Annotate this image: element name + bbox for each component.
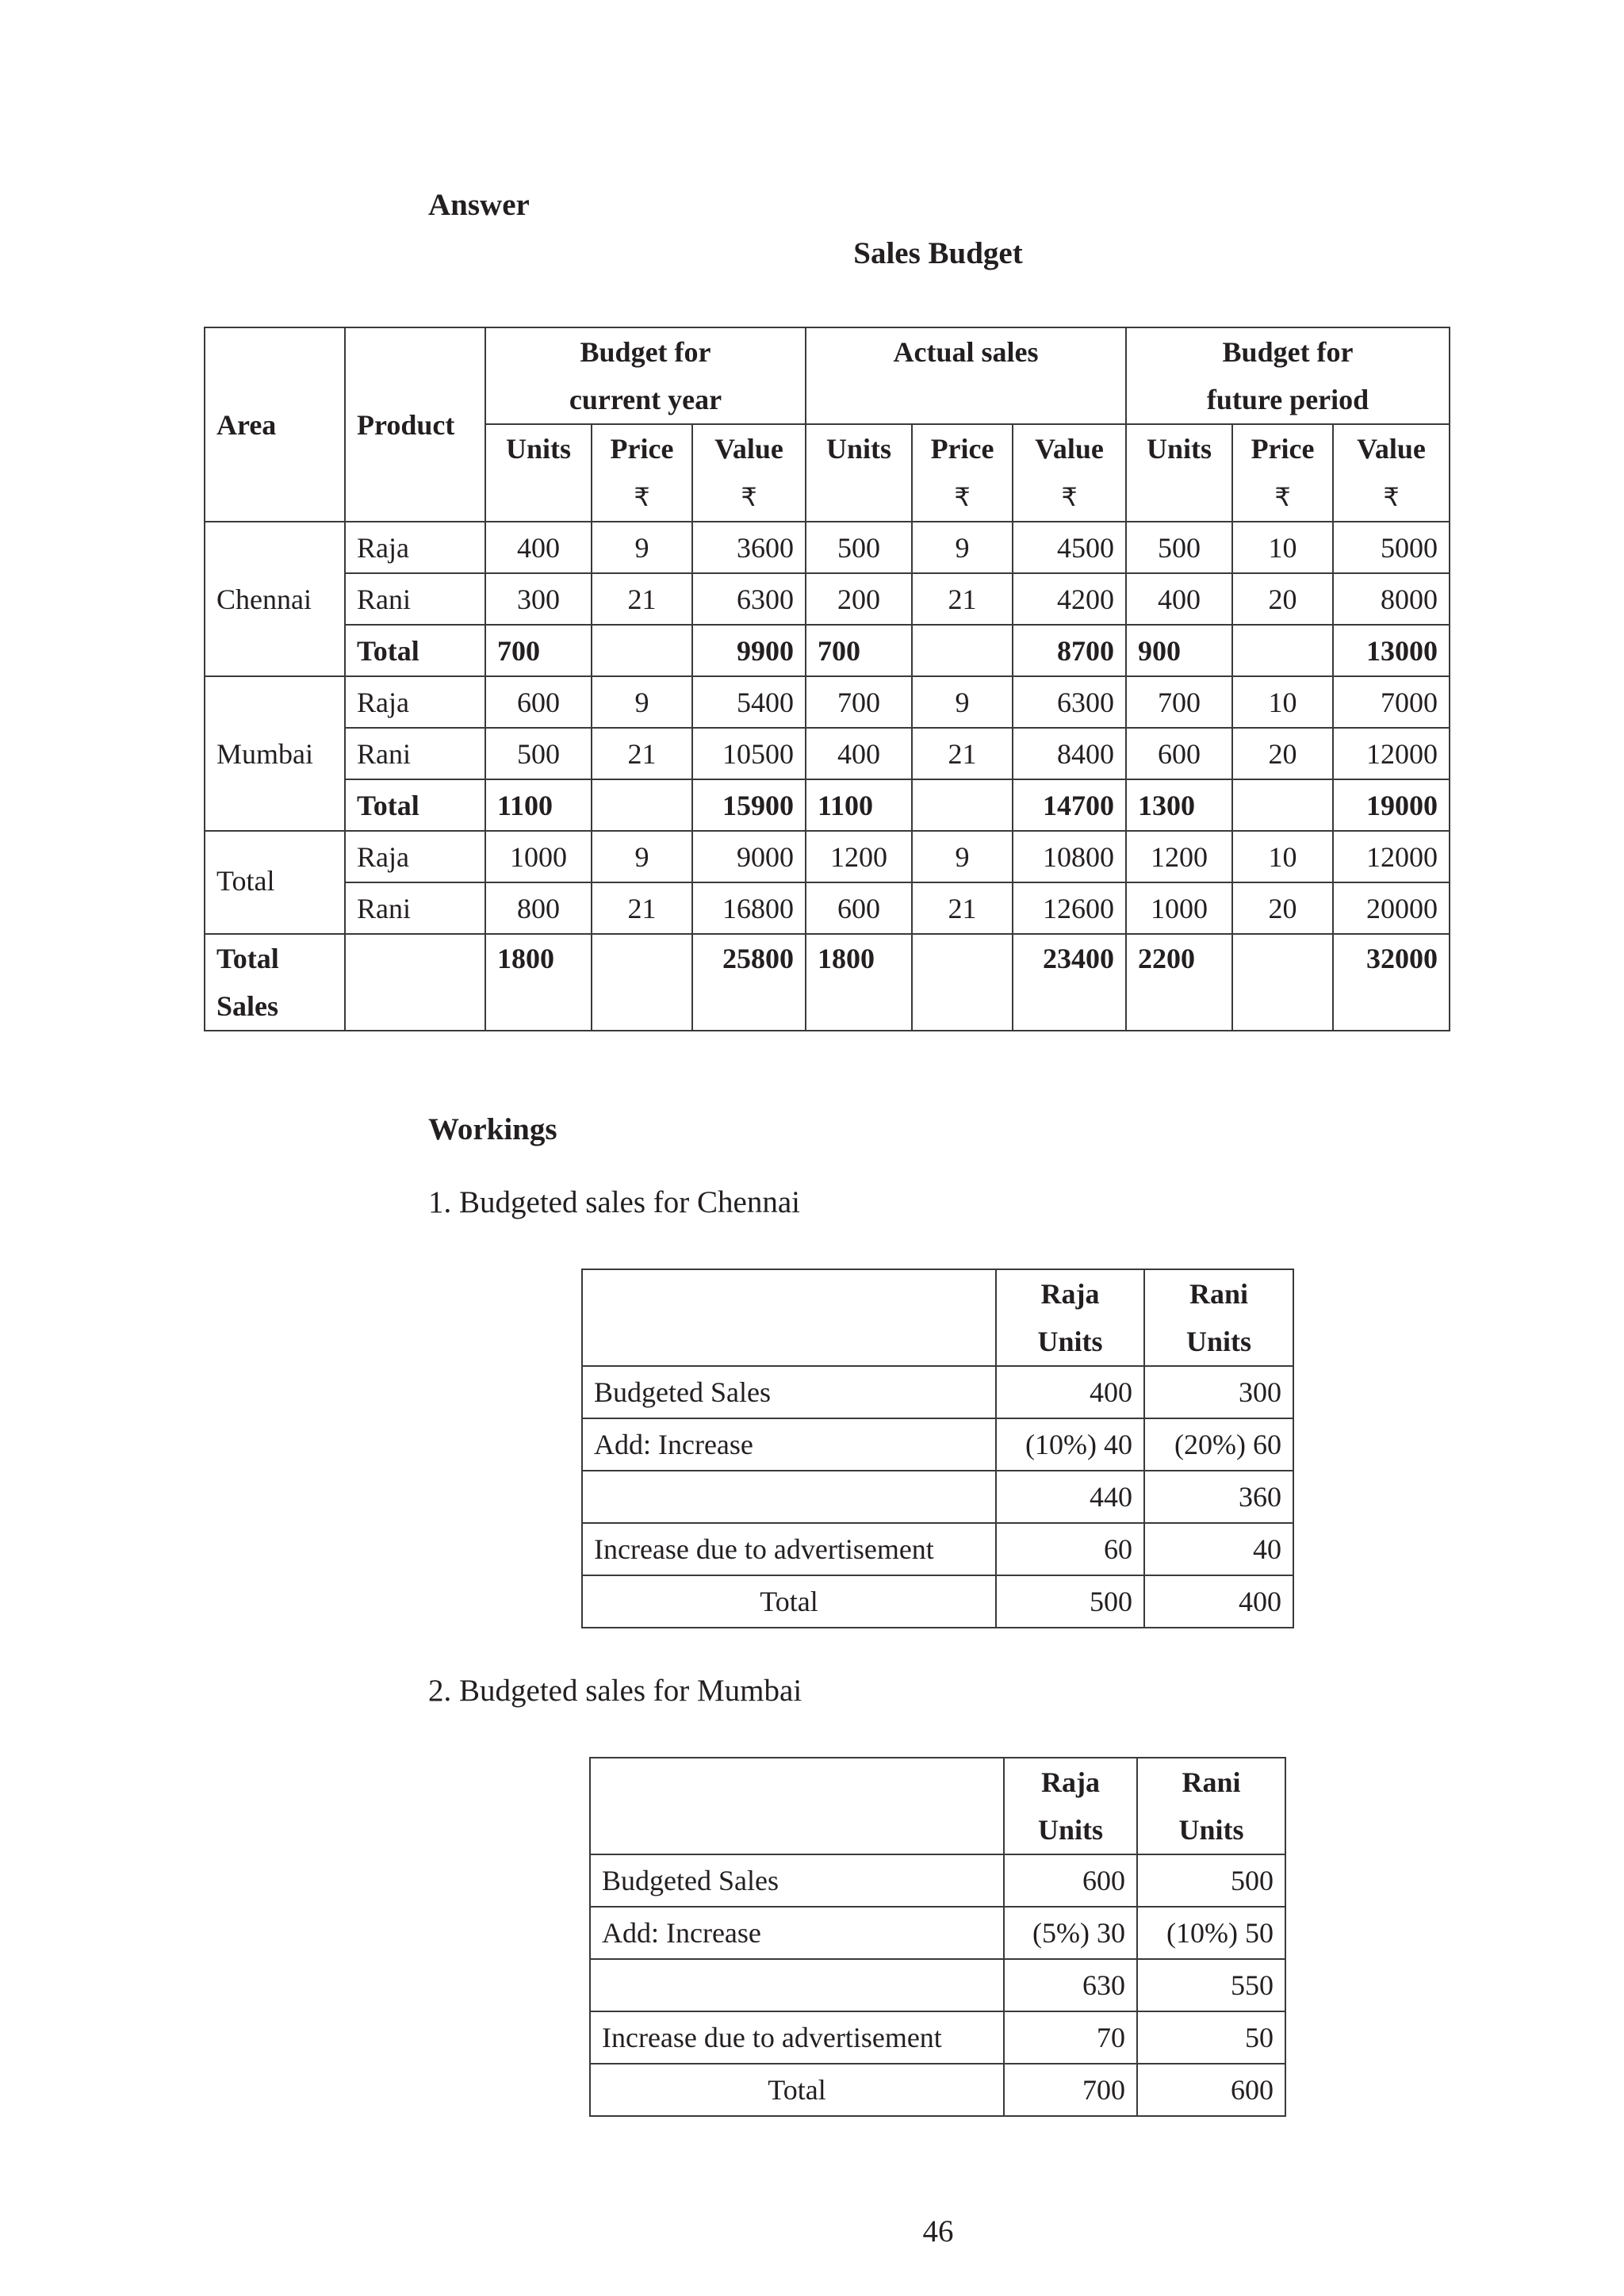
subheader-price: Price ₹ bbox=[912, 424, 1013, 522]
working-raja-value: 700 bbox=[1004, 2064, 1137, 2116]
value-cell: 21 bbox=[912, 882, 1013, 934]
working-label: Increase due to advertisement bbox=[590, 2011, 1004, 2064]
product-cell: Raja bbox=[345, 676, 485, 728]
value-cell bbox=[592, 779, 692, 831]
working-2-title: 2. Budgeted sales for Mumbai bbox=[428, 1674, 802, 1708]
working-2-blank-header bbox=[590, 1758, 1004, 1854]
value-cell: 400 bbox=[1126, 573, 1232, 625]
working-rani-value: (20%) 60 bbox=[1144, 1418, 1293, 1471]
working-rani-value: 360 bbox=[1144, 1471, 1293, 1523]
value-cell: 1000 bbox=[485, 831, 592, 882]
value-cell: 1100 bbox=[806, 779, 912, 831]
total-sales-label: Total Sales bbox=[205, 934, 345, 1031]
value-cell: 10 bbox=[1232, 831, 1333, 882]
answer-heading: Answer bbox=[428, 188, 530, 222]
working-label bbox=[590, 1959, 1004, 2011]
value-cell: 10500 bbox=[692, 728, 806, 779]
value-cell: 600 bbox=[485, 676, 592, 728]
value-cell: 20 bbox=[1232, 728, 1333, 779]
product-cell: Rani bbox=[345, 573, 485, 625]
working-label: Budgeted Sales bbox=[582, 1366, 996, 1418]
working-row bbox=[590, 1959, 1285, 2011]
value-cell bbox=[1232, 934, 1333, 1031]
value-cell: 1200 bbox=[1126, 831, 1232, 882]
value-cell: 12000 bbox=[1333, 831, 1450, 882]
product-cell: Rani bbox=[345, 882, 485, 934]
product-cell bbox=[345, 934, 485, 1031]
working-rani-value: 500 bbox=[1137, 1854, 1285, 1907]
value-cell: 9 bbox=[912, 676, 1013, 728]
value-cell: 6300 bbox=[692, 573, 806, 625]
working-label: Add: Increase bbox=[590, 1907, 1004, 1959]
working-label: Increase due to advertisement bbox=[582, 1523, 996, 1575]
value-cell: 1300 bbox=[1126, 779, 1232, 831]
product-cell: Total bbox=[345, 779, 485, 831]
value-cell: 300 bbox=[485, 573, 592, 625]
value-cell: 5400 bbox=[692, 676, 806, 728]
working-raja-value: 440 bbox=[996, 1471, 1144, 1523]
value-cell: 10 bbox=[1232, 676, 1333, 728]
working-row bbox=[590, 1854, 1285, 1907]
value-cell: 4200 bbox=[1013, 573, 1126, 625]
subheader-units: Units bbox=[806, 424, 912, 522]
value-cell: 700 bbox=[1126, 676, 1232, 728]
working-2-table bbox=[589, 1757, 1286, 2117]
working-raja-value: 500 bbox=[996, 1575, 1144, 1628]
subheader-value: Value ₹ bbox=[1013, 424, 1126, 522]
value-cell: 900 bbox=[1126, 625, 1232, 676]
value-cell: 14700 bbox=[1013, 779, 1126, 831]
working-label: Add: Increase bbox=[582, 1418, 996, 1471]
value-cell: 9 bbox=[592, 522, 692, 573]
value-cell: 20 bbox=[1232, 573, 1333, 625]
working-label bbox=[582, 1471, 996, 1523]
value-cell: 9 bbox=[912, 831, 1013, 882]
value-cell: 25800 bbox=[692, 934, 806, 1031]
working-row bbox=[582, 1418, 1293, 1471]
value-cell: 700 bbox=[806, 625, 912, 676]
value-cell: 600 bbox=[1126, 728, 1232, 779]
value-cell: 20 bbox=[1232, 882, 1333, 934]
value-cell: 16800 bbox=[692, 882, 806, 934]
subheader-units: Units bbox=[1126, 424, 1232, 522]
value-cell bbox=[912, 934, 1013, 1031]
working-label: Total bbox=[582, 1575, 996, 1628]
working-row bbox=[590, 1907, 1285, 1959]
product-cell: Total bbox=[345, 625, 485, 676]
group-header-actual: Actual sales bbox=[806, 327, 1126, 424]
table-row bbox=[205, 882, 1450, 934]
value-cell: 400 bbox=[485, 522, 592, 573]
value-cell: 1800 bbox=[485, 934, 592, 1031]
working-row bbox=[582, 1523, 1293, 1575]
value-cell: 7000 bbox=[1333, 676, 1450, 728]
value-cell: 32000 bbox=[1333, 934, 1450, 1031]
subheader-value: Value ₹ bbox=[1333, 424, 1450, 522]
area-cell: Total bbox=[205, 831, 345, 934]
value-cell: 10800 bbox=[1013, 831, 1126, 882]
value-cell: 700 bbox=[806, 676, 912, 728]
value-cell: 200 bbox=[806, 573, 912, 625]
value-cell: 2200 bbox=[1126, 934, 1232, 1031]
value-cell: 4500 bbox=[1013, 522, 1126, 573]
table-row bbox=[205, 573, 1450, 625]
value-cell: 13000 bbox=[1333, 625, 1450, 676]
sales-budget-table bbox=[204, 327, 1450, 1031]
value-cell bbox=[592, 934, 692, 1031]
working-1-raja-header: Raja Units bbox=[996, 1269, 1144, 1366]
working-label: Total bbox=[590, 2064, 1004, 2116]
working-raja-value: 60 bbox=[996, 1523, 1144, 1575]
working-rani-value: 400 bbox=[1144, 1575, 1293, 1628]
working-1-blank-header bbox=[582, 1269, 996, 1366]
value-cell: 500 bbox=[806, 522, 912, 573]
working-2-raja-header: Raja Units bbox=[1004, 1758, 1137, 1854]
product-cell: Raja bbox=[345, 831, 485, 882]
value-cell bbox=[1232, 625, 1333, 676]
value-cell: 15900 bbox=[692, 779, 806, 831]
working-rani-value: 550 bbox=[1137, 1959, 1285, 2011]
area-cell: Mumbai bbox=[205, 676, 345, 831]
working-1-rani-header: Rani Units bbox=[1144, 1269, 1293, 1366]
value-cell: 1200 bbox=[806, 831, 912, 882]
working-1-table bbox=[581, 1269, 1294, 1628]
working-rani-value: (10%) 50 bbox=[1137, 1907, 1285, 1959]
area-header: Area bbox=[205, 327, 345, 522]
working-row bbox=[582, 1366, 1293, 1418]
working-label: Budgeted Sales bbox=[590, 1854, 1004, 1907]
workings-heading: Workings bbox=[428, 1112, 557, 1146]
value-cell: 12000 bbox=[1333, 728, 1450, 779]
value-cell: 9000 bbox=[692, 831, 806, 882]
working-rani-value: 600 bbox=[1137, 2064, 1285, 2116]
value-cell: 1000 bbox=[1126, 882, 1232, 934]
working-raja-value: (10%) 40 bbox=[996, 1418, 1144, 1471]
value-cell: 8700 bbox=[1013, 625, 1126, 676]
working-row bbox=[582, 1575, 1293, 1628]
working-row bbox=[590, 2011, 1285, 2064]
subheader-units: Units bbox=[485, 424, 592, 522]
table-row bbox=[205, 779, 1450, 831]
area-cell: Chennai bbox=[205, 522, 345, 676]
value-cell: 21 bbox=[592, 882, 692, 934]
product-cell: Raja bbox=[345, 522, 485, 573]
value-cell: 9 bbox=[592, 676, 692, 728]
value-cell: 400 bbox=[806, 728, 912, 779]
group-header-current: Budget for current year bbox=[485, 327, 806, 424]
value-cell: 800 bbox=[485, 882, 592, 934]
page-number: 46 bbox=[922, 2214, 954, 2248]
value-cell: 21 bbox=[912, 573, 1013, 625]
working-2-rani-header: Rani Units bbox=[1137, 1758, 1285, 1854]
working-rani-value: 50 bbox=[1137, 2011, 1285, 2064]
value-cell: 23400 bbox=[1013, 934, 1126, 1031]
product-header: Product bbox=[345, 327, 485, 522]
value-cell: 5000 bbox=[1333, 522, 1450, 573]
working-row bbox=[590, 2064, 1285, 2116]
value-cell: 3600 bbox=[692, 522, 806, 573]
table-row bbox=[205, 831, 1450, 882]
table-row bbox=[205, 522, 1450, 573]
value-cell: 6300 bbox=[1013, 676, 1126, 728]
working-raja-value: 400 bbox=[996, 1366, 1144, 1418]
working-raja-value: 70 bbox=[1004, 2011, 1137, 2064]
value-cell: 500 bbox=[485, 728, 592, 779]
value-cell: 8000 bbox=[1333, 573, 1450, 625]
table-row bbox=[205, 625, 1450, 676]
working-rani-value: 300 bbox=[1144, 1366, 1293, 1418]
working-row bbox=[582, 1471, 1293, 1523]
value-cell: 10 bbox=[1232, 522, 1333, 573]
subheader-price: Price ₹ bbox=[592, 424, 692, 522]
working-1-title: 1. Budgeted sales for Chennai bbox=[428, 1185, 800, 1219]
value-cell: 21 bbox=[592, 573, 692, 625]
value-cell: 20000 bbox=[1333, 882, 1450, 934]
value-cell: 8400 bbox=[1013, 728, 1126, 779]
value-cell: 9 bbox=[912, 522, 1013, 573]
group-header-future: Budget for future period bbox=[1126, 327, 1450, 424]
total-sales-row bbox=[205, 934, 1450, 1031]
value-cell: 9 bbox=[592, 831, 692, 882]
working-raja-value: 630 bbox=[1004, 1959, 1137, 2011]
value-cell: 600 bbox=[806, 882, 912, 934]
table-row bbox=[205, 728, 1450, 779]
value-cell: 12600 bbox=[1013, 882, 1126, 934]
value-cell: 21 bbox=[912, 728, 1013, 779]
value-cell: 700 bbox=[485, 625, 592, 676]
value-cell: 1800 bbox=[806, 934, 912, 1031]
working-raja-value: (5%) 30 bbox=[1004, 1907, 1137, 1959]
working-rani-value: 40 bbox=[1144, 1523, 1293, 1575]
table-row bbox=[205, 676, 1450, 728]
value-cell bbox=[912, 779, 1013, 831]
subheader-value: Value ₹ bbox=[692, 424, 806, 522]
working-raja-value: 600 bbox=[1004, 1854, 1137, 1907]
table-title: Sales Budget bbox=[853, 236, 1023, 270]
value-cell bbox=[912, 625, 1013, 676]
value-cell: 500 bbox=[1126, 522, 1232, 573]
value-cell: 19000 bbox=[1333, 779, 1450, 831]
value-cell: 1100 bbox=[485, 779, 592, 831]
value-cell: 9900 bbox=[692, 625, 806, 676]
value-cell: 21 bbox=[592, 728, 692, 779]
subheader-price: Price ₹ bbox=[1232, 424, 1333, 522]
value-cell bbox=[1232, 779, 1333, 831]
product-cell: Rani bbox=[345, 728, 485, 779]
value-cell bbox=[592, 625, 692, 676]
